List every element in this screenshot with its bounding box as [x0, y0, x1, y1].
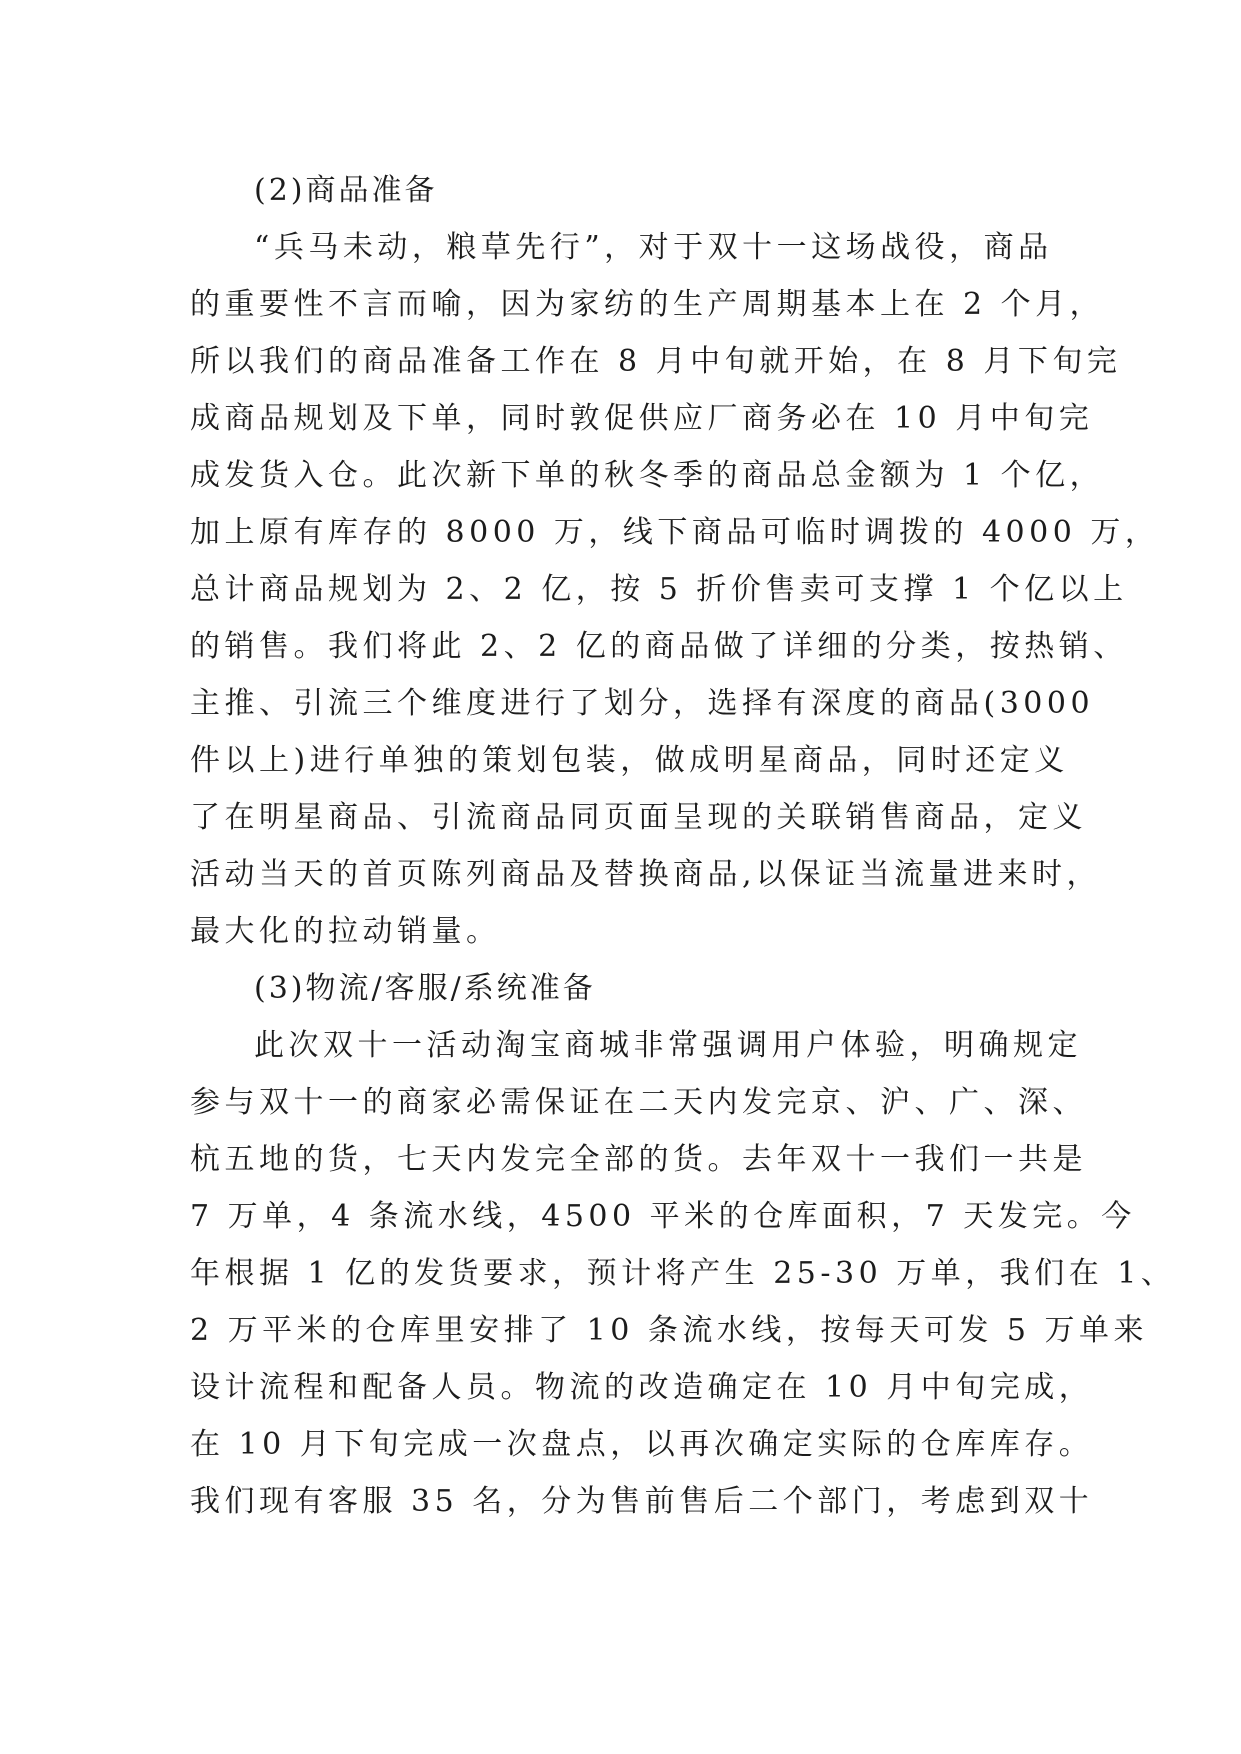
paragraph-logistics-prep — [190, 1017, 1176, 1530]
paragraph-line: 参与双十一的商家必需保证在二天内发完京、沪、广、深、 — [190, 1085, 1087, 1120]
paragraph-line: 的重要性不言而喻，因为家纺的生产周期基本上在 2 个月， — [190, 287, 1105, 322]
section-heading-goods-prep: (2)商品准备 — [254, 173, 438, 208]
paragraph-line: “兵马未动，粮草先行”，对于双十一这场战役，商品 — [254, 230, 1053, 265]
paragraph-line: 加上原有库存的 8000 万，线下商品可临时调拨的 4000 万， — [190, 515, 1160, 550]
paragraph-line: 主推、引流三个维度进行了划分，选择有深度的商品(3000 — [190, 686, 1095, 721]
section-heading-logistics-prep: (3)物流/客服/系统准备 — [254, 971, 596, 1006]
paragraph-line: 了在明星商品、引流商品同页面呈现的关联销售商品，定义 — [190, 800, 1087, 835]
paragraph-line: 总计商品规划为 2、2 亿，按 5 折价售卖可支撑 1 个亿以上 — [190, 572, 1128, 607]
paragraph-line: 此次双十一活动淘宝商城非常强调用户体验，明确规定 — [254, 1028, 1082, 1063]
paragraph-line: 在 10 月下旬完成一次盘点，以再次确定实际的仓库库存。 — [190, 1427, 1094, 1462]
paragraph-line: 最大化的拉动销量。 — [190, 914, 501, 949]
paragraph-line: 我们现有客服 35 名，分为售前售后二个部门，考虑到双十 — [190, 1484, 1094, 1519]
paragraph-line: 2 万平米的仓库里安排了 10 条流水线，按每天可发 5 万单来 — [190, 1313, 1149, 1348]
paragraph-line: 成发货入仓。此次新下单的秋冬季的商品总金额为 1 个亿， — [190, 458, 1105, 493]
paragraph-line: 所以我们的商品准备工作在 8 月中旬就开始，在 8 月下旬完 — [190, 344, 1122, 379]
paragraph-line: 件以上)进行单独的策划包装，做成明星商品，同时还定义 — [190, 743, 1069, 778]
paragraph-line: 设计流程和配备人员。物流的改造确定在 10 月中旬完成， — [190, 1370, 1094, 1405]
paragraph-line: 的销售。我们将此 2、2 亿的商品做了详细的分类，按热销、 — [190, 629, 1128, 664]
paragraph-line: 杭五地的货，七天内发完全部的货。去年双十一我们一共是 — [190, 1142, 1087, 1177]
document-body — [190, 162, 1176, 1530]
paragraph-line: 活动当天的首页陈列商品及替换商品,以保证当流量进来时， — [190, 857, 1102, 892]
paragraph-line: 年根据 1 亿的发货要求，预计将产生 25-30 万单，我们在 1、 — [190, 1256, 1176, 1291]
paragraph-line: 成商品规划及下单，同时敦促供应厂商务必在 10 月中旬完 — [190, 401, 1094, 436]
paragraph-goods-prep — [190, 219, 1160, 960]
paragraph-line: 7 万单，4 条流水线，4500 平米的仓库面积，7 天发完。今 — [190, 1199, 1136, 1234]
